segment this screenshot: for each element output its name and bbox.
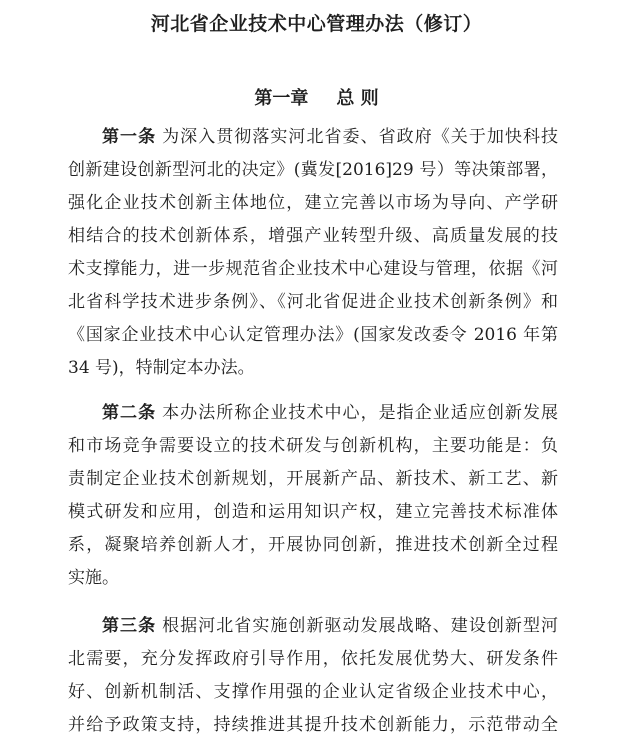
article-number: 第一条	[102, 127, 157, 147]
document-title: 河北省企业技术中心管理办法（修订）	[150, 13, 483, 35]
paragraph-line: 实施。	[68, 568, 119, 588]
paragraph-line: 模式研发和应用，创造和运用知识产权，建立完善技术标准体	[68, 502, 558, 522]
paragraph-line: 系，凝聚培养创新人才，开展协同创新，推进技术创新全过程	[68, 535, 558, 555]
chapter-number: 第一章	[254, 88, 309, 109]
article-number: 第二条	[102, 403, 157, 423]
paragraph-line: 术支撑能力，进一步规范省企业技术中心建设与管理，依据《河	[68, 259, 558, 279]
chapter-heading	[0, 85, 633, 113]
chapter-name: 总 则	[336, 88, 379, 109]
paragraph-line: 好、创新机制活、支撑作用强的企业认定省级企业技术中心，	[68, 682, 558, 702]
paragraph-line: 强化企业技术创新主体地位，建立完善以市场为导向、产学研	[68, 193, 558, 213]
paragraph-line: 和市场竞争需要设立的技术研发与创新机构，主要功能是：负	[68, 436, 558, 456]
article-3	[68, 610, 558, 742]
paragraph-line: 《国家企业技术中心认定管理办法》(国家发改委令 2016 年第	[68, 325, 558, 345]
paragraph-line: 北需要，充分发挥政府引导作用，依托发展优势大、研发条件	[68, 649, 558, 669]
paragraph-line: 相结合的技术创新体系，增强产业转型升级、高质量发展的技	[68, 226, 558, 246]
paragraph-line: 并给予政策支持，持续推进其提升技术创新能力，示范带动全	[68, 715, 558, 735]
article-1	[68, 121, 558, 385]
article-2	[68, 397, 558, 595]
article-number: 第三条	[102, 616, 157, 636]
paragraph-line: 第二条 本办法所称企业技术中心，是指企业适应创新发展	[102, 403, 558, 423]
paragraph-line: 第一条 为深入贯彻落实河北省委、省政府《关于加快科技	[102, 127, 558, 147]
paragraph-line: 第三条 根据河北省实施创新驱动发展战略、建设创新型河	[102, 616, 558, 636]
paragraph-line: 北省科学技术进步条例》、《河北省促进企业技术创新条例》和	[68, 292, 558, 312]
paragraph-line: 责制定企业技术创新规划，开展新产品、新技术、新工艺、新	[68, 469, 558, 489]
paragraph-line: 34 号)，特制定本办法。	[68, 358, 255, 378]
paragraph-line: 创新建设创新型河北的决定》(冀发[2016]29 号）等决策部署，	[68, 160, 558, 180]
